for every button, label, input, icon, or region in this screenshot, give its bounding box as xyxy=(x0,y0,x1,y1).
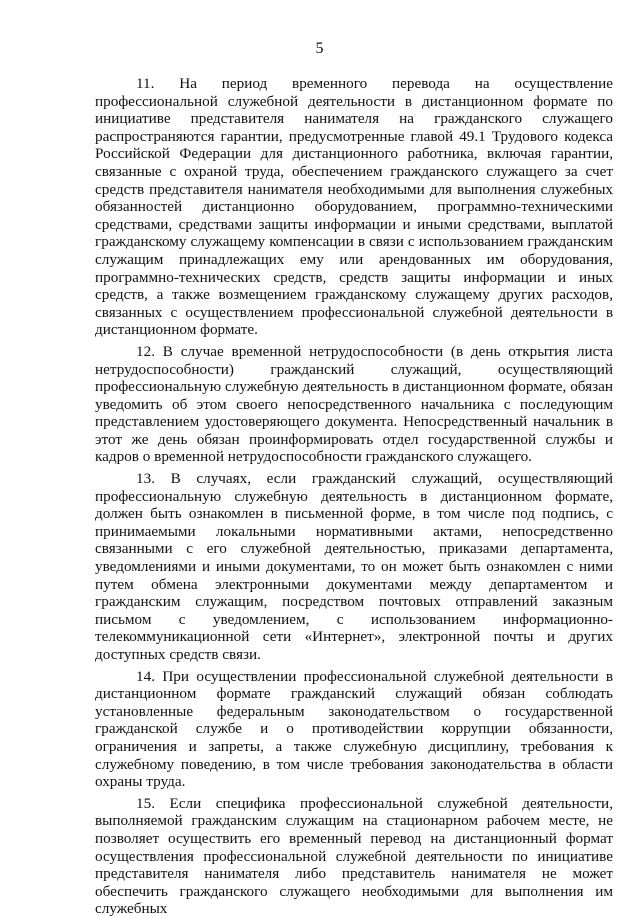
page-number: 5 xyxy=(315,40,324,57)
paragraph-15: 15. Если специфика профессиональной служебной деятельности, выполняемой гражданским служащим на стационарном рабочем месте, не позволяет осуществить его временный перевод на дистанционный формат осуществления профессиональной служебной деятельности по инициативе представителя нанимателя либо представитель нанимателя не может обеспечить гражданского служащего необходимыми для выполнения им служебных xyxy=(95,794,613,918)
paragraph-11: 11. На период временного перевода на осуществление профессиональной служебной деятельности в дистанционном формате по инициативе представителя нанимателя на гражданского служащего распространяются гарантии, предусмотренные главой 49.1 Трудового кодекса Российской Федерации для дистанционного работника, включая гарантии, связанные с охраной труда, обеспечением гражданского служащего за счет средств представителя нанимателя необходимыми для выполнения служебных обязанностей дистанционно оборудованием, программно-техническими средствами, средствами защиты информации и иными средствами, выплатой гражданскому служащему компенсации в связи с использованием гражданским служащим принадлежащих ему или арендованных им оборудования, программно-технических средств, средств защиты информации и иных средств, а также возмещением гражданскому служащему других расходов, связанных с осуществлением профессиональной служебной деятельности в дистанционном формате. xyxy=(95,75,613,339)
paragraph-13: 13. В случаях, если гражданский служащий, осуществляющий профессиональную служебную деятельность в дистанционном формате, должен быть ознакомлен в письменной форме, в том числе под подпись, с принимаемыми локальными нормативными актами, непосредственно связанными с его служебной деятельностью, приказами департамента, уведомлениями и иными документами, то он может быть ознакомлен с ними путем обмена электронными документами между департаментом и гражданским служащим, посредством почтовых отправлений заказным письмом с уведомлением, с использованием информационно-телекоммуникационной сети «Интернет», электронной почты и других доступных средств связи. xyxy=(95,470,613,663)
paragraph-14: 14. При осуществлении профессиональной служебной деятельности в дистанционном формате гражданский служащий обязан соблюдать установленные федеральным законодательством о государственной гражданской службе и о противодействии коррупции обязанности, ограничения и запреты, а также служебную дисциплину, требования к служебному поведению, в том числе требования законодательства в области охраны труда. xyxy=(95,667,613,791)
paragraph-12: 12. В случае временной нетрудоспособности (в день открытия листа нетрудоспособности) гражданский служащий, осуществляющий профессиональную служебную деятельность в дистанционном формате, обязан уведомить об этом своего непосредственного начальника с последующим представлением удостоверяющего документа. Непосредственный начальник в этот же день обязан проинформировать отдел государственной службы и кадров о временной нетрудоспособности гражданского служащего. xyxy=(95,342,613,466)
document-body xyxy=(95,75,613,918)
